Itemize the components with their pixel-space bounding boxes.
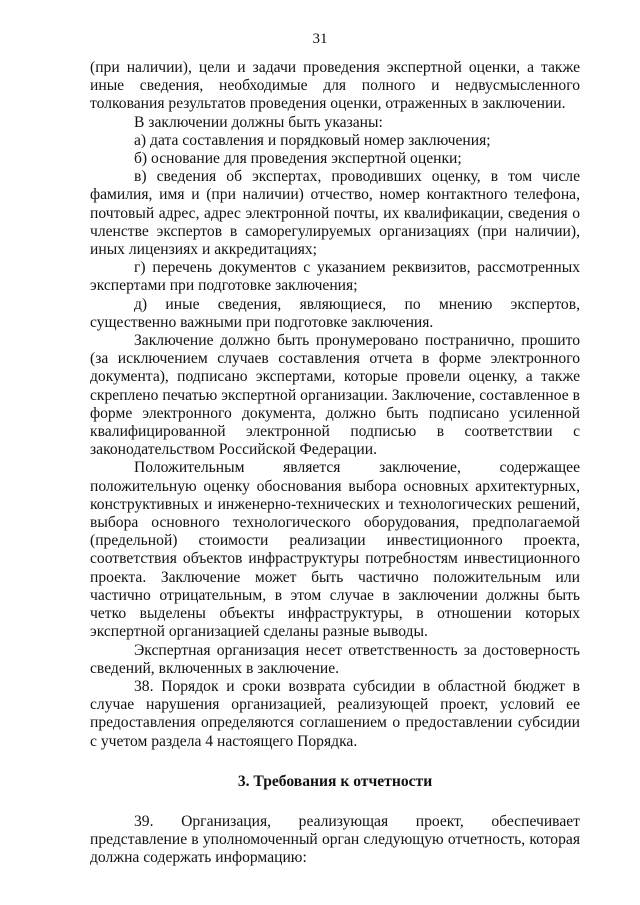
list-item-a: а) дата составления и порядковый номер заключения; [134, 131, 491, 149]
paragraph-responsibility: Экспертная организация несет ответственность за достоверность сведений, включенных в заключение. [90, 641, 580, 677]
page-number: 31 [312, 31, 328, 47]
list-item-g: г) перечень документов с указанием реквизитов, рассмотренных экспертами при подготовке заключения; [90, 259, 580, 295]
paragraph-continuation: (при наличии), цели и задачи проведения экспертной оценки, а также иные сведения, необходимые для полного и недвусмысленного толкования результатов проведения оценки, отраженных в заключении. [90, 59, 580, 113]
paragraph-positive-conclusion: Положительным является заключение, содержащее положительную оценку обоснования выбора основных архитектурных, конструктивных и инженерно-технических и технологических решений, выбора основного технологического оборудования, предполагаемой (предельной) стоимости реализации инвестиционного проекта, соответствия объектов инфраструктуры потребностям инвестиционного проекта. Заключение может быть частично положительным или частично отрицательным, в этом случае в заключении должны быть четко выделены объекты инфраструктуры, в отношении которых экспертной организацией сделаны разные выводы. [90, 459, 580, 641]
paragraph-conclusion-contents-intro: В заключении должны быть указаны: [134, 113, 383, 131]
paragraph-numbering-signing: Заключение должно быть пронумеровано постранично, прошито (за исключением случаев составления отчета в форме электронного документа), подписано экспертами, которые провели оценку, а также скреплено печатью экспертной организации. Заключение, составленное в форме электронного документа, должно быть подписано усиленной квалифицированной электронной подписью в соответствии с законодательством Российской Федерации. [90, 332, 580, 459]
document-body [90, 59, 580, 868]
paragraph-item-38: 38. Порядок и сроки возврата субсидии в областной бюджет в случае нарушения организацией, реализующей проект, условий ее предоставления определяются соглашением о предоставлении субсидии с учетом раздела 4 настоящего Порядка. [90, 677, 580, 750]
section-heading: 3. Требования к отчетности [237, 772, 433, 790]
list-item-v: в) сведения об экспертах, проводивших оценку, в том числе фамилия, имя и (при наличии) отчество, номер контактного телефона, почтовый адрес, адрес электронной почты, их квалификации, сведения о членстве экспертов в саморегулируемых организациях (при наличии), иных лицензиях и аккредитациях; [90, 168, 580, 259]
list-item-d: д) иные сведения, являющиеся, по мнению экспертов, существенно важными при подготовке заключения. [90, 295, 580, 331]
list-item-b: б) основание для проведения экспертной оценки; [134, 150, 462, 168]
paragraph-item-39: 39. Организация, реализующая проект, обеспечивает представление в уполномоченный орган следующую отчетность, которая должна содержать информацию: [90, 812, 580, 867]
